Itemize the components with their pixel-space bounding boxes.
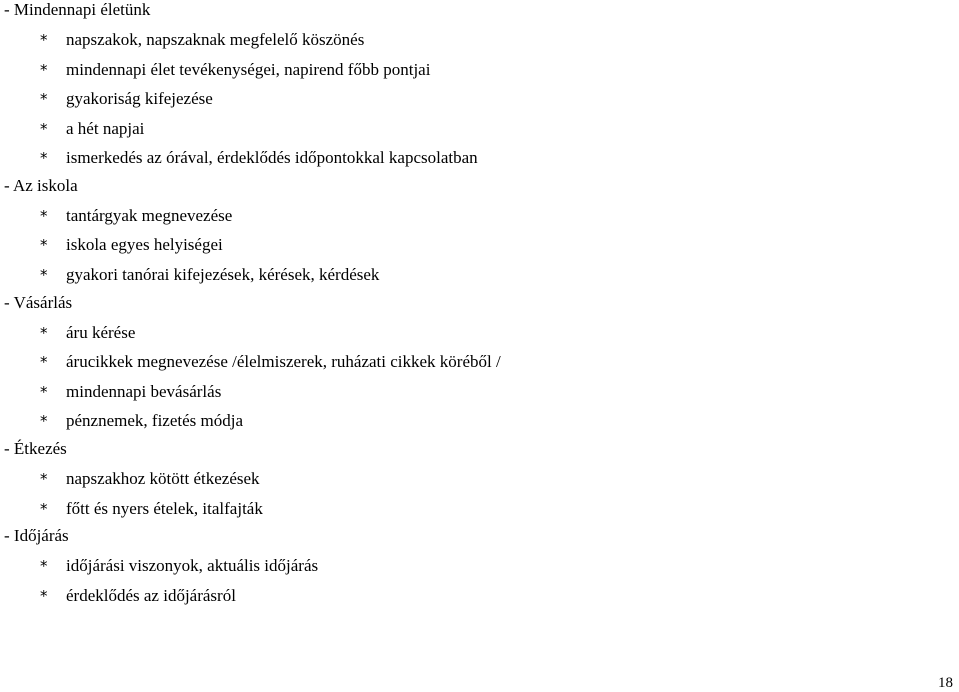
list-item bbox=[40, 382, 221, 402]
list-item-text: árucikkek megnevezése /élelmiszerek, ruházati cikkek köréből / bbox=[66, 352, 501, 371]
bullet-icon: * bbox=[40, 266, 48, 284]
list-item-text: iskola egyes helyiségei bbox=[66, 235, 223, 254]
list-item-text: mindennapi élet tevékenységei, napirend főbb pontjai bbox=[66, 60, 431, 79]
list-item bbox=[40, 323, 135, 343]
list-item-text: ismerkedés az órával, érdeklődés időpontokkal kapcsolatban bbox=[66, 148, 478, 167]
page-number: 18 bbox=[938, 675, 953, 691]
list-item-text: gyakoriság kifejezése bbox=[66, 89, 213, 108]
bullet-icon: * bbox=[40, 61, 48, 79]
bullet-icon: * bbox=[40, 353, 48, 371]
bullet-icon: * bbox=[40, 236, 48, 254]
list-item bbox=[40, 556, 318, 576]
bullet-icon: * bbox=[40, 383, 48, 401]
section-heading: - Vásárlás bbox=[4, 293, 73, 312]
list-item bbox=[40, 469, 260, 489]
list-item-text: napszakhoz kötött étkezések bbox=[66, 469, 260, 488]
list-item bbox=[40, 499, 263, 519]
bullet-icon: * bbox=[40, 500, 48, 518]
bullet-icon: * bbox=[40, 470, 48, 488]
list-item bbox=[40, 89, 213, 109]
list-item-text: áru kérése bbox=[66, 323, 136, 342]
section-heading: - Étkezés bbox=[4, 439, 67, 458]
list-item bbox=[40, 411, 243, 431]
list-item bbox=[40, 60, 430, 80]
bullet-icon: * bbox=[40, 557, 48, 575]
bullet-icon: * bbox=[40, 31, 48, 49]
bullet-icon: * bbox=[40, 412, 48, 430]
list-item bbox=[40, 352, 501, 372]
list-item bbox=[40, 265, 379, 285]
section-heading: - Az iskola bbox=[4, 176, 78, 195]
list-item-text: napszakok, napszaknak megfelelő köszönés bbox=[66, 30, 365, 49]
section-heading: - Időjárás bbox=[4, 526, 69, 545]
bullet-icon: * bbox=[40, 324, 48, 342]
bullet-icon: * bbox=[40, 587, 48, 605]
list-item bbox=[40, 586, 236, 606]
list-item bbox=[40, 206, 232, 226]
list-item-text: érdeklődés az időjárásról bbox=[66, 586, 236, 605]
bullet-icon: * bbox=[40, 149, 48, 167]
section-heading: - Mindennapi életünk bbox=[4, 0, 151, 19]
bullet-icon: * bbox=[40, 90, 48, 108]
list-item-text: tantárgyak megnevezése bbox=[66, 206, 233, 225]
list-item bbox=[40, 119, 144, 139]
list-item bbox=[40, 30, 364, 50]
bullet-icon: * bbox=[40, 120, 48, 138]
bullet-icon: * bbox=[40, 207, 48, 225]
list-item-text: időjárási viszonyok, aktuális időjárás bbox=[66, 556, 319, 575]
list-item bbox=[40, 235, 223, 255]
list-item-text: mindennapi bevásárlás bbox=[66, 382, 222, 401]
list-item-text: a hét napjai bbox=[66, 119, 145, 138]
list-item bbox=[40, 148, 478, 168]
list-item-text: főtt és nyers ételek, italfajták bbox=[66, 499, 263, 518]
list-item-text: pénznemek, fizetés módja bbox=[66, 411, 244, 430]
list-item-text: gyakori tanórai kifejezések, kérések, kérdések bbox=[66, 265, 380, 284]
